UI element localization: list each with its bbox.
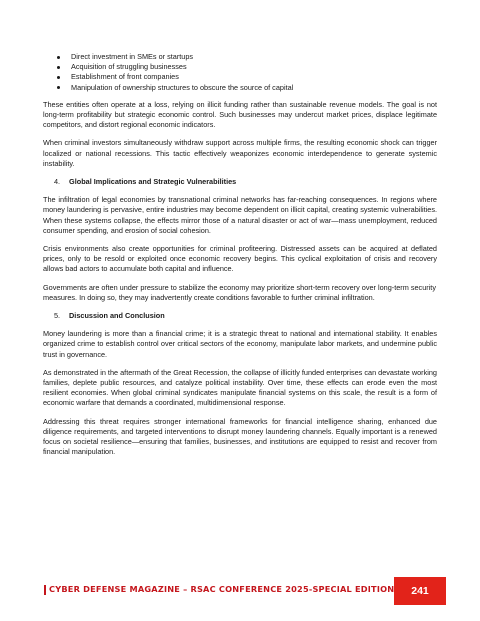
section-title: Global Implications and Strategic Vulnerabilities xyxy=(69,177,237,187)
list-item: Manipulation of ownership structures to obscure the source of capital xyxy=(43,83,437,93)
section-title: Discussion and Conclusion xyxy=(69,311,165,321)
paragraph: As demonstrated in the aftermath of the Great Recession, the collapse of illicitly funded enterprises can devastate working families, deplete public resources, and catalyze political instability. Over time, these effects can erode even the most resilient economies. When global criminal syndicates manipulate financial systems on this scale, the result is a form of economic warfare that demands a coordinated, multidimensional response. xyxy=(43,367,437,408)
paragraph: Governments are often under pressure to stabilize the economy may prioritize short-term recovery over long-term security measures. In doing so, they may inadvertently create conditions favorable to further criminal infiltration. xyxy=(43,282,436,302)
section-number: 4. xyxy=(54,177,61,187)
list-item: Establishment of front companies xyxy=(43,72,437,82)
paragraph: Crisis environments also create opportunities for criminal profiteering. Distressed assets can be acquired at deflated prices, only to be resold or exploited once economic recovery begins. This cyclical exploitation of crisis and recovery allows bad actors to accumulate both capital and influence. xyxy=(43,244,437,274)
paragraph: Addressing this threat requires stronger international frameworks for financial intelligence sharing, enhanced due diligence requirements, and targeted interventions to disrupt money laundering channels. Equally important is a renewed focus on societal resilience—ensuring that families, businesses, and institutions are equipped to resist and recover from financial manipulation. xyxy=(43,416,437,457)
bullet-list xyxy=(43,52,437,93)
section-number: 5. xyxy=(54,311,61,321)
footer-accent-mark xyxy=(44,585,46,595)
paragraph: When criminal investors simultaneously withdraw support across multiple firms, the resulting economic shock can trigger localized or national recessions. This tactic effectively weaponizes economic interdependence to generate systemic instability. xyxy=(43,138,437,168)
paragraph: The infiltration of legal economies by transnational criminal networks has far-reaching consequences. In regions where money laundering is pervasive, entire industries may become dependent on illicit capital, creating systemic vulnerabilities. When these systems collapse, the effects mirror those of a natural disaster or act of war—mass unemployment, reduced consumer spending, and erosion of social cohesion. xyxy=(43,195,437,235)
page-footer xyxy=(0,580,480,621)
section-heading-5 xyxy=(43,311,437,321)
page-number: 241 xyxy=(394,577,446,605)
list-item: Acquisition of struggling businesses xyxy=(43,62,437,72)
footer-publication-title: CYBER DEFENSE MAGAZINE – RSAC CONFERENCE 2025-SPECIAL EDITION xyxy=(49,584,395,594)
section-heading-4 xyxy=(43,177,437,187)
list-item: Direct investment in SMEs or startups xyxy=(43,52,437,62)
paragraph: These entities often operate at a loss, relying on illicit funding rather than sustainable revenue models. The goal is not long-term profitability but strategic economic control. Such businesses may undercut market prices, displace legitimate competitors, and distort regional economic indicators. xyxy=(43,99,437,130)
document-body xyxy=(43,52,437,466)
paragraph: Money laundering is more than a financial crime; it is a strategic threat to national and international stability. It enables organized crime to establish control over critical sectors of the economy, manipulate labor markets, and undermine public trust in governance. xyxy=(43,329,437,359)
